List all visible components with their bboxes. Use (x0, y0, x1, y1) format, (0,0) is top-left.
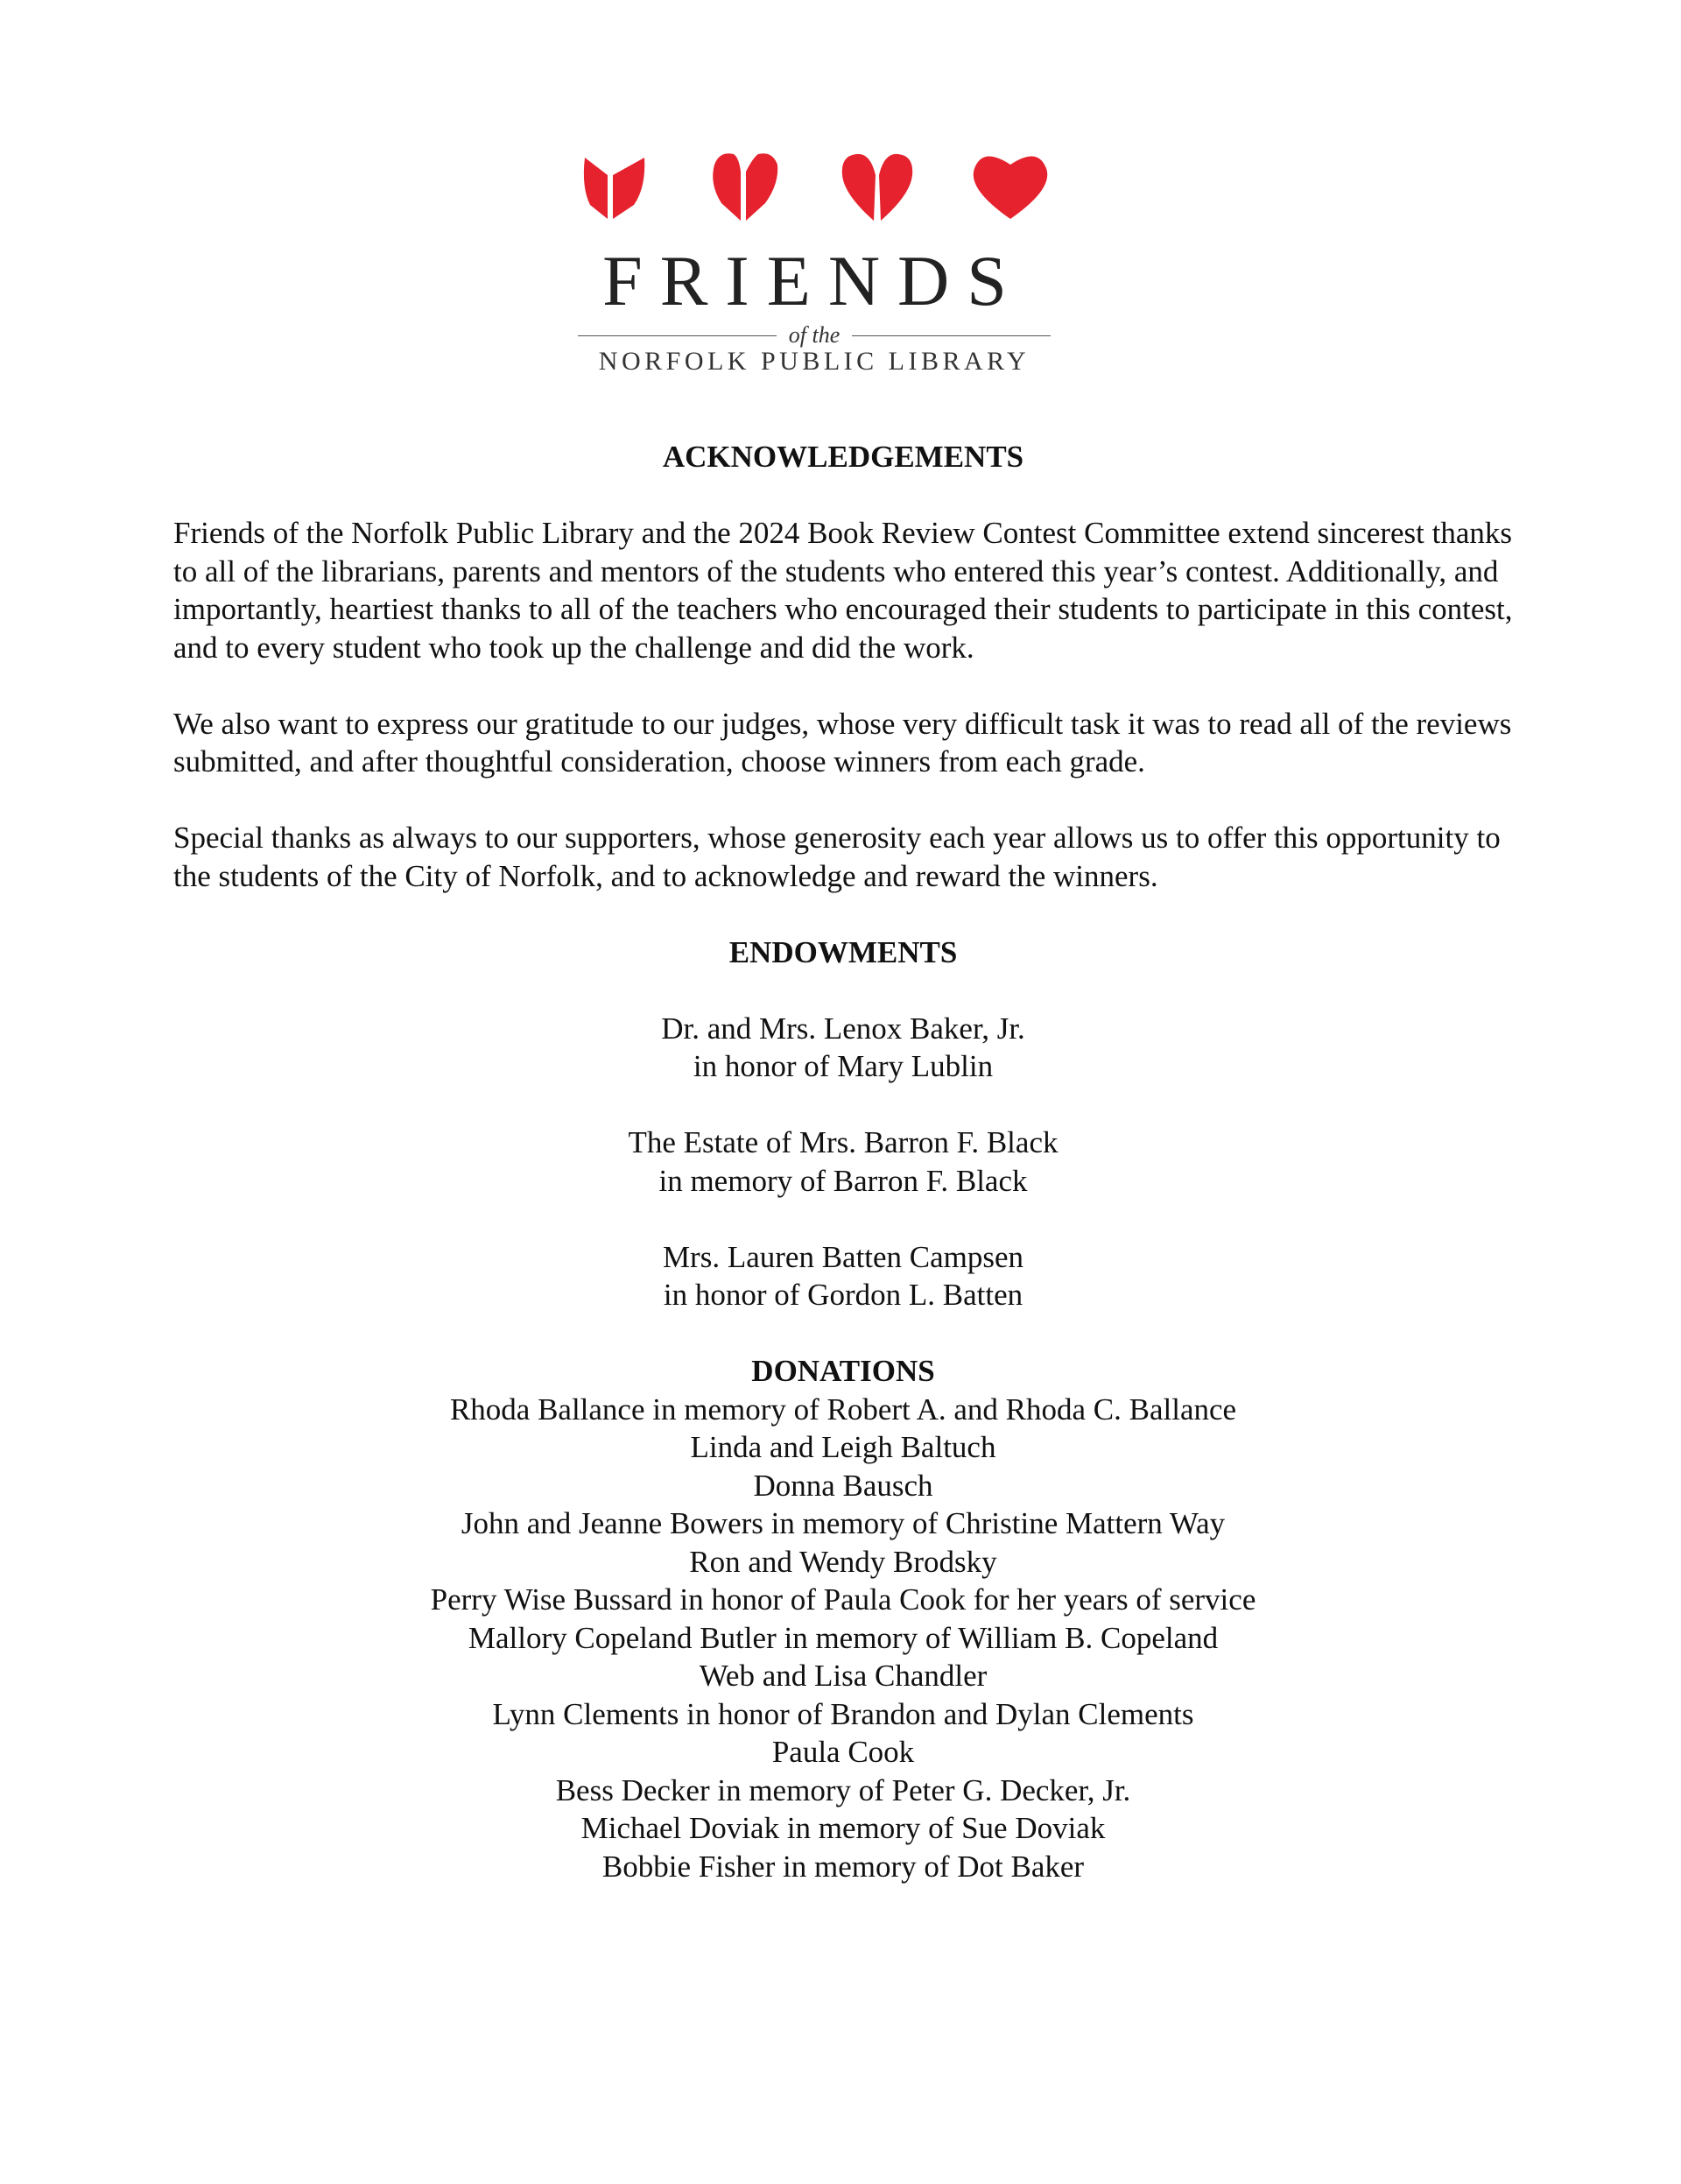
book-heart-icon-2 (713, 153, 777, 221)
endowment-item (173, 1124, 1513, 1200)
friends-logo (560, 149, 1051, 377)
spacer (173, 781, 1513, 820)
endowment-donor: Mrs. Lauren Batten Campsen (662, 1239, 1024, 1274)
acknowledgements-paragraph-2: We also want to express our gratitude to our judges, whose very difficult task it was to read all of the reviews submitted, and after thoughtful consideration, choose winners from each grade. (173, 706, 1512, 778)
book-heart-icon-1 (584, 158, 644, 219)
donation-item: Lynn Clements in honor of Brandon and Dylan Clements (492, 1696, 1194, 1731)
donation-item: Bobbie Fisher in memory of Dot Baker (601, 1849, 1085, 1884)
spacer (173, 971, 1513, 1010)
logo-of-the-row (578, 322, 1051, 349)
logo-rule-left (578, 335, 777, 336)
donation-item: Linda and Leigh Baltuch (690, 1430, 996, 1464)
donation-item: Rhoda Ballance in memory of Robert A. and Rhoda C. Ballance (449, 1391, 1237, 1427)
donation-item: Michael Doviak in memory of Sue Doviak (580, 1811, 1106, 1845)
book-hearts-logo-mark (578, 149, 1051, 228)
spacer (173, 666, 1513, 705)
donation-item: Ron and Wendy Brodsky (689, 1544, 997, 1579)
donation-item: Perry Wise Bussard in honor of Paula Cook for her years of service (430, 1582, 1256, 1617)
book-heart-icon-3 (842, 154, 912, 221)
logo-subtitle: NORFOLK PUBLIC LIBRARY (598, 347, 1030, 376)
endowment-tribute: in memory of Barron F. Black (658, 1163, 1028, 1198)
heart-icon (974, 156, 1048, 219)
endowment-tribute: in honor of Mary Lublin (693, 1049, 994, 1083)
logo-wordmark: FRIENDS (602, 241, 1024, 321)
acknowledgements-paragraph-3: Special thanks as always to our supporters, whose generosity each year allows us to offer this opportunity to the students of the City of Norfolk, and to acknowledge and reward the winners. (173, 821, 1501, 893)
document-body (173, 438, 1513, 1885)
donation-item: Web and Lisa Chandler (699, 1659, 988, 1693)
donation-item: Bess Decker in memory of Peter G. Decker, Jr. (555, 1772, 1131, 1807)
endowments-heading: ENDOWMENTS (728, 934, 958, 969)
endowment-tribute: in honor of Gordon L. Batten (663, 1278, 1023, 1312)
spacer (173, 476, 1513, 515)
endowment-donor: Dr. and Mrs. Lenox Baker, Jr. (661, 1011, 1025, 1046)
donation-item: John and Jeanne Bowers in memory of Christine Mattern Way (461, 1506, 1226, 1540)
logo-rule-right (852, 335, 1051, 336)
donation-item: Mallory Copeland Butler in memory of William B. Copeland (468, 1620, 1219, 1655)
donations-list (173, 1391, 1513, 1886)
spacer (173, 895, 1513, 933)
logo-of-the: of the (788, 322, 840, 348)
acknowledgements-heading: ACKNOWLEDGEMENTS (662, 440, 1024, 474)
donation-item: Donna Bausch (753, 1468, 933, 1503)
donations-heading: DONATIONS (751, 1354, 935, 1388)
donation-item: Paula Cook (771, 1735, 915, 1769)
endowment-item (173, 1010, 1513, 1086)
endowment-donor: The Estate of Mrs. Barron F. Black (628, 1125, 1059, 1159)
endowment-item (173, 1238, 1513, 1314)
acknowledgements-paragraph-1: Friends of the Norfolk Public Library and the 2024 Book Review Contest Committee extend sincerest thanks to all of the librarians, parents and mentors of the students who entered this year’s contest. Additionally, and importantly, heartiest thanks to all of the teachers who encouraged their students to participate in this contest, and to every student who took up the challenge and did the work. (173, 516, 1513, 665)
